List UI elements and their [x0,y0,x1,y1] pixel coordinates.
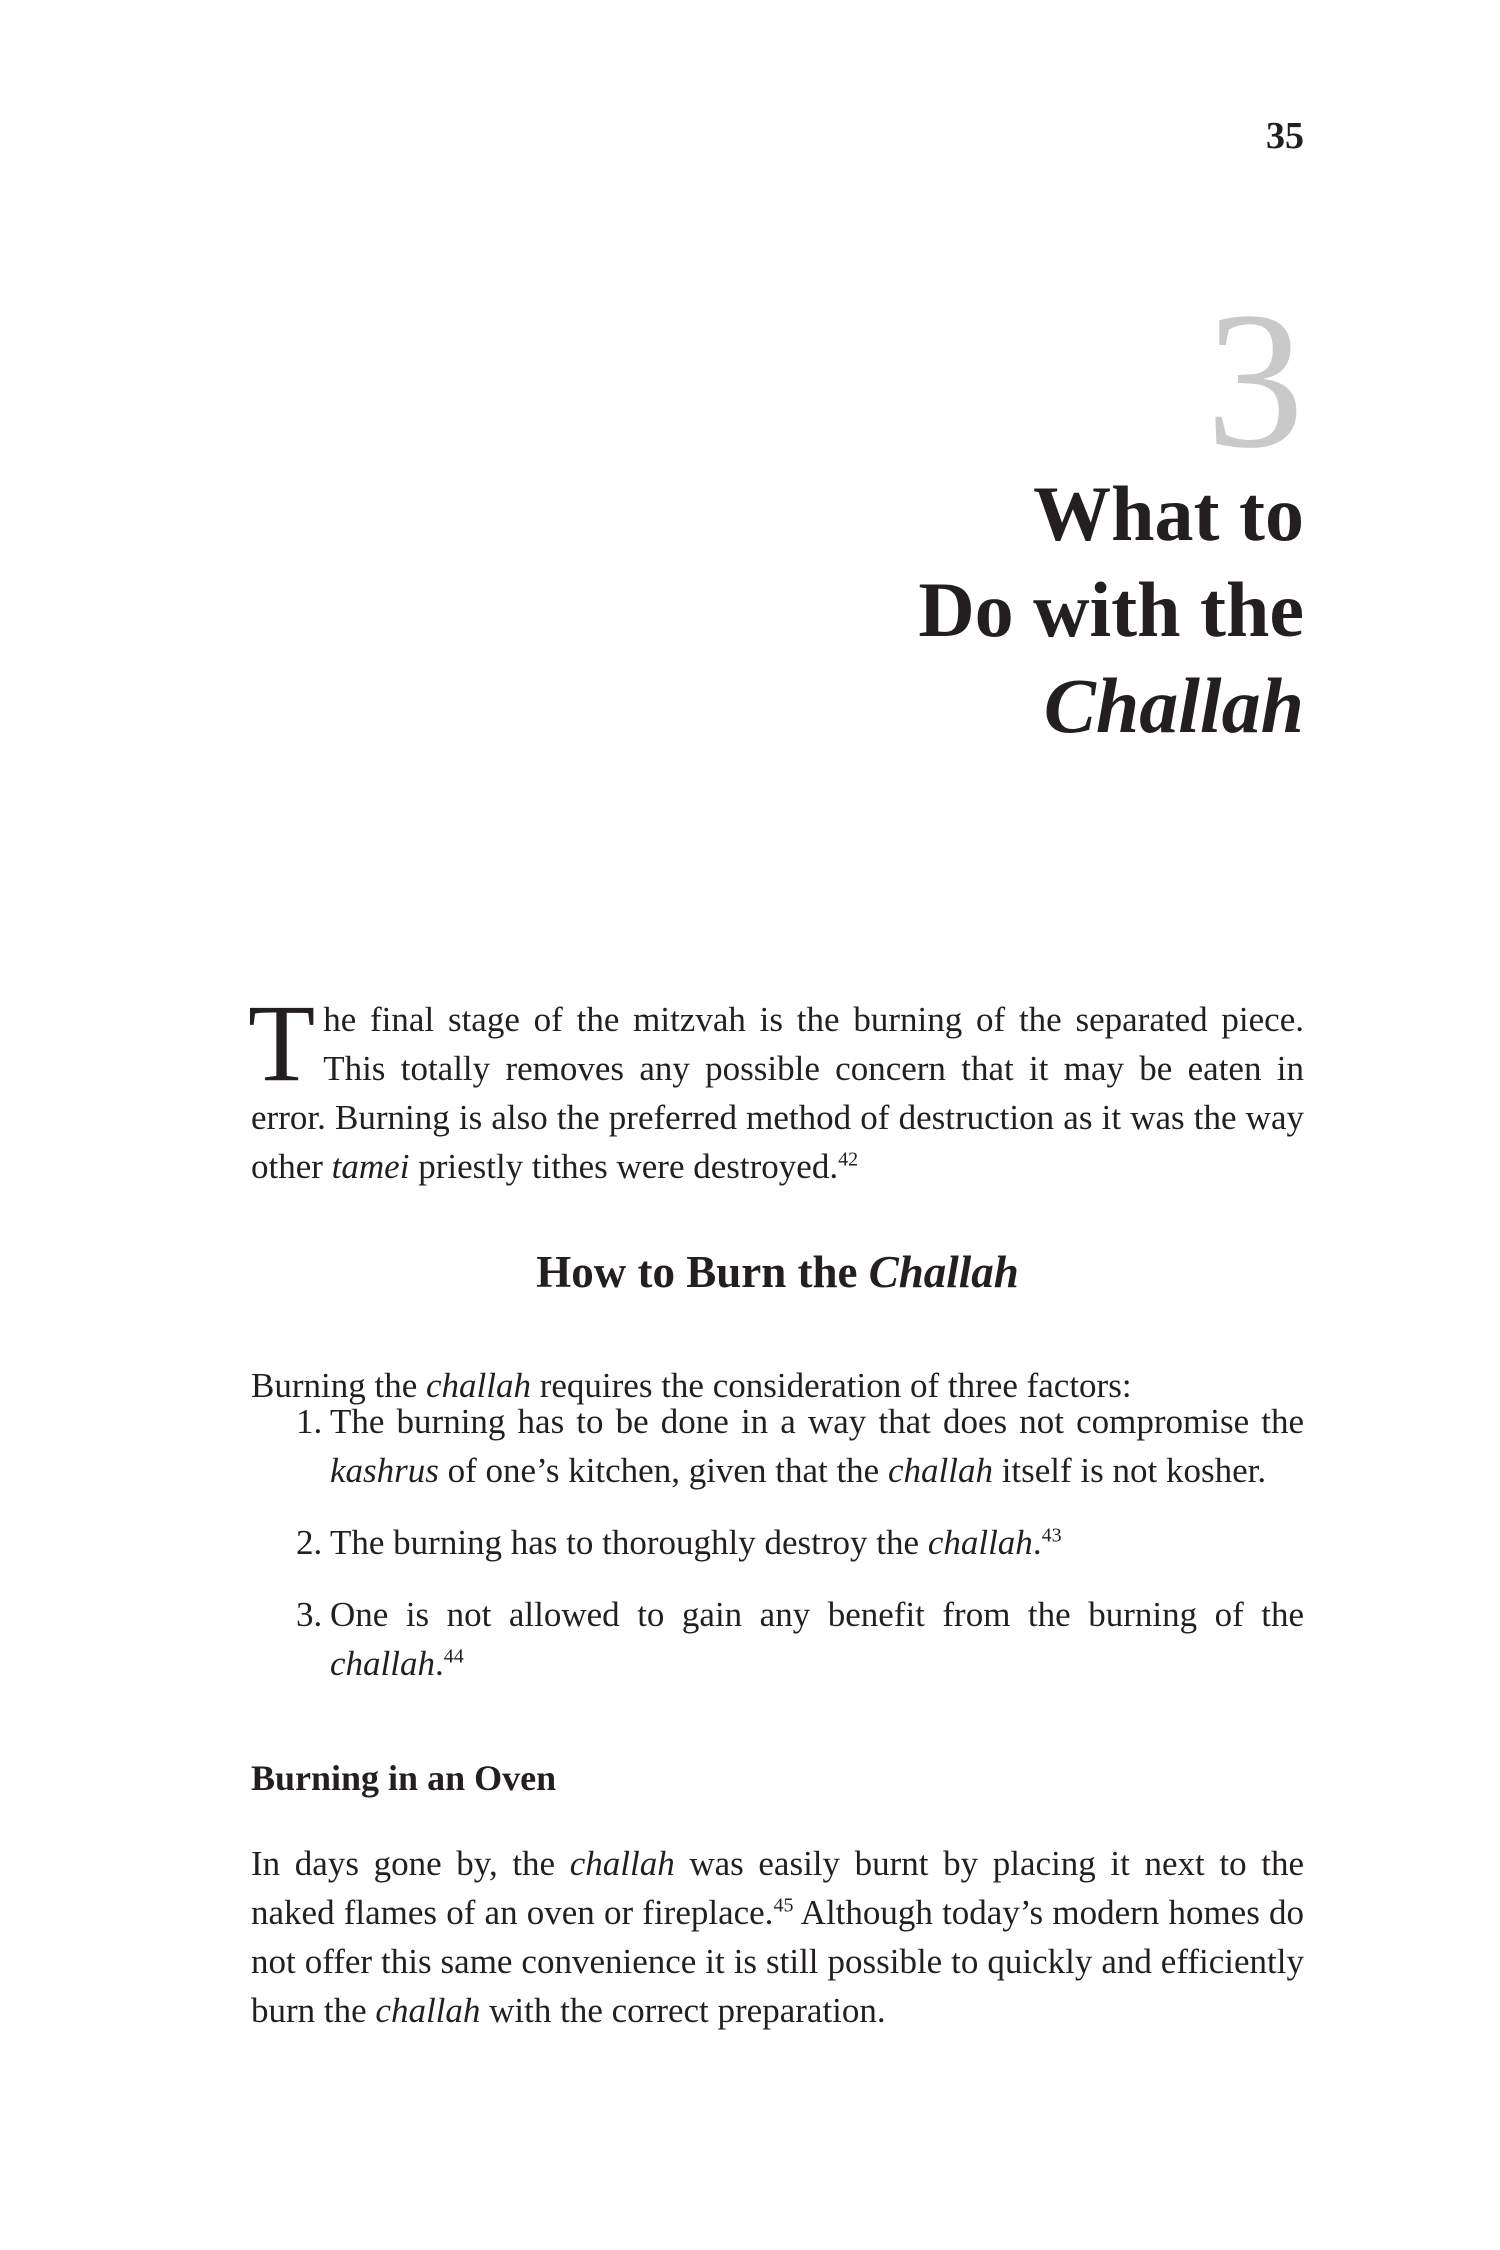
footnote-ref-45: 45 [773,1894,794,1917]
list-item-number: 2. [296,1523,323,1562]
chapter-title [918,466,1304,754]
list-item [296,1397,1304,1495]
section-heading-term: Challah [868,1247,1019,1297]
oven-term-2: challah [375,1991,481,2030]
list-item-term: challah [887,1451,993,1490]
list-item-text: of one’s kitchen, given that the [438,1451,888,1490]
intro-term-tamei: tamei [331,1147,410,1186]
list-item-text: One is not allowed to gain any benefit from the burning of the [330,1595,1304,1634]
list-item [296,1590,1304,1688]
list-item-term: challah [927,1523,1033,1562]
chapter-title-line-1: What to [1033,470,1304,557]
list-item-number: 1. [296,1402,323,1441]
section-heading [251,1246,1304,1298]
factor-list [296,1397,1304,1711]
list-item-term: kashrus [330,1451,439,1490]
chapter-header [918,272,1304,754]
footnote-ref-43: 43 [1041,1524,1062,1547]
chapter-title-line-3: Challah [1043,662,1304,749]
intro-paragraph [248,982,1304,1191]
oven-term-1: challah [569,1844,675,1883]
intro-text-2: priestly tithes were destroyed. [409,1147,839,1186]
oven-paragraph [251,1839,1304,2035]
list-item-text: The burning has to thoroughly destroy the [330,1523,928,1562]
oven-text-3: Although today’s modern homes do not offer this same convenience it is still possible to quickly and efficiently burn the [251,1893,1304,2030]
list-item-text: . [434,1644,444,1683]
intro-text-1: he final stage of the mitzvah is the burning of the separated piece. This totally removes any possible concern that it may be eaten in error. Burning is also the preferred method of destruction as it was the way other [251,1000,1304,1186]
list-item-text: The burning has to be done in a way that does not compromise the [330,1402,1304,1441]
list-item-term: challah [330,1644,435,1683]
oven-text-4: with the correct preparation. [480,1991,886,2030]
lead-term: challah [425,1366,531,1405]
lead-text-1: Burning the [251,1366,426,1405]
oven-text-2: was easily burnt by placing it next to the naked flames of an oven or fireplace. [251,1844,1304,1932]
drop-cap: T [248,982,316,1104]
footnote-ref-42: 42 [838,1148,859,1171]
chapter-number: 3 [1206,272,1304,489]
oven-text-1: In days gone by, the [251,1844,570,1883]
subsection-heading: Burning in an Oven [251,1758,557,1798]
page-number: 35 [1266,115,1304,157]
list-item-text: itself is not kosher. [992,1451,1267,1490]
list-item-text: . [1032,1523,1042,1562]
list-item [296,1518,1304,1567]
chapter-title-line-2: Do with the [918,566,1304,653]
lead-text-2: requires the consideration of three factors: [530,1366,1132,1405]
footnote-ref-44: 44 [443,1645,464,1668]
section-heading-text: How to Burn the [536,1247,869,1297]
list-item-number: 3. [296,1595,323,1634]
